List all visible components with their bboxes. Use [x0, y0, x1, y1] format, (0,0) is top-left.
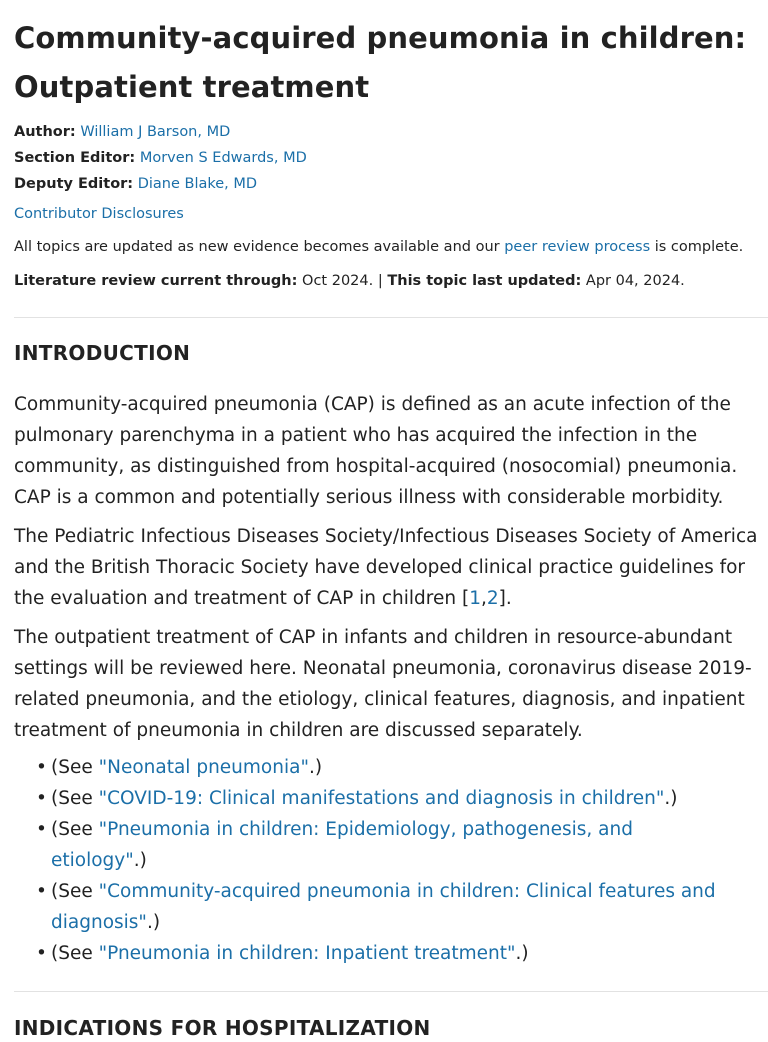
see-suffix: .) [146, 912, 161, 933]
peer-review-process-link[interactable]: peer review process [504, 239, 651, 255]
see-prefix: (See [51, 943, 99, 964]
bullet-icon: • [36, 757, 47, 778]
see-suffix: .) [133, 850, 147, 871]
reference-close: ]. [498, 588, 512, 609]
disclosures-row [14, 204, 768, 224]
deputy-editor-link[interactable]: Diane Blake, MD [137, 176, 258, 192]
contributor-disclosures-link[interactable]: Contributor Disclosures [14, 206, 184, 222]
section-editor-label: Section Editor: [14, 150, 136, 166]
see-also-item [14, 783, 731, 814]
literature-review-label: Literature review current through: [14, 273, 298, 289]
reference-link-1[interactable]: 1 [469, 588, 481, 609]
see-also-item [14, 752, 731, 783]
update-notice-text-after: is complete. [650, 239, 744, 255]
see-suffix: .) [308, 757, 323, 778]
intro-paragraph-2 [14, 521, 768, 614]
see-link-covid-19-children[interactable]: "COVID-19: Clinical manifestations and diagnosis in children" [98, 788, 665, 809]
reference-comma: , [480, 588, 487, 609]
reference-link-2[interactable]: 2 [486, 588, 499, 609]
author-label: Author: [14, 124, 76, 140]
intro-paragraph-2-text: The Pediatric Infectious Diseases Society/Infectious Diseases Society of America and the British Thoracic Society have developed clinical practice guidelines for the evaluation and treatment of CAP in children [ [14, 526, 758, 609]
see-suffix: .) [515, 943, 529, 964]
deputy-editor-label: Deputy Editor: [14, 176, 134, 192]
bullet-icon: • [36, 788, 47, 809]
author-line [14, 119, 768, 145]
last-updated-label: This topic last updated: [387, 273, 582, 289]
review-dates [14, 271, 768, 291]
section-editor-line [14, 145, 768, 171]
intro-paragraph-1: Community-acquired pneumonia (CAP) is defined as an acute infection of the pulmonary parenchyma in a patient who has acquired the infection in the community, as distinguished from hospital-acquired (nosocomial) pneumonia. CAP is a common and potentially serious illness with considerable morbidity. [14, 394, 738, 508]
contributor-list [14, 119, 768, 197]
see-prefix: (See [51, 757, 99, 778]
bullet-icon: • [36, 943, 47, 964]
see-also-item [14, 814, 731, 876]
see-prefix: (See [51, 881, 99, 902]
section-divider [14, 991, 768, 992]
update-notice-text-before: All topics are updated as new evidence becomes available and our [14, 239, 505, 255]
introduction-heading: INTRODUCTION [14, 341, 191, 365]
page-title: Community-acquired pneumonia in children: Outpatient treatment [14, 21, 747, 104]
last-updated-value: Apr 04, 2024. [581, 273, 685, 289]
see-link-inpatient-treatment[interactable]: "Pneumonia in children: Inpatient treatment" [98, 943, 516, 964]
see-also-list [14, 752, 768, 969]
see-link-pneumonia-epidemiology[interactable]: "Pneumonia in children: Epidemiology, pathogenesis, and etiology" [51, 819, 633, 871]
bullet-icon: • [36, 881, 47, 902]
see-suffix: .) [664, 788, 678, 809]
section-editor-link[interactable]: Morven S Edwards, MD [139, 150, 307, 166]
see-prefix: (See [51, 788, 99, 809]
indications-for-hospitalization-heading: INDICATIONS FOR HOSPITALIZATION [14, 1016, 431, 1040]
update-notice [14, 237, 768, 257]
see-also-item [14, 876, 731, 938]
dates-separator: | [373, 273, 388, 289]
see-link-cap-clinical-features[interactable]: "Community-acquired pneumonia in children: Clinical features and diagnosis" [51, 881, 716, 933]
see-prefix: (See [51, 819, 99, 840]
author-link[interactable]: William J Barson, MD [80, 124, 231, 140]
see-also-item [14, 938, 731, 969]
bullet-icon: • [36, 819, 47, 840]
section-divider [14, 317, 768, 318]
see-link-neonatal-pneumonia[interactable]: "Neonatal pneumonia" [98, 757, 309, 778]
intro-paragraph-3: The outpatient treatment of CAP in infants and children in resource-abundant settings will be reviewed here. Neonatal pneumonia, coronavirus disease 2019-related pneumonia, and the etiology, clinical features, diagnosis, and inpatient treatment of pneumonia in children are discussed separately. [14, 627, 752, 741]
literature-review-value: Oct 2024. [297, 273, 374, 289]
deputy-editor-line [14, 171, 768, 197]
